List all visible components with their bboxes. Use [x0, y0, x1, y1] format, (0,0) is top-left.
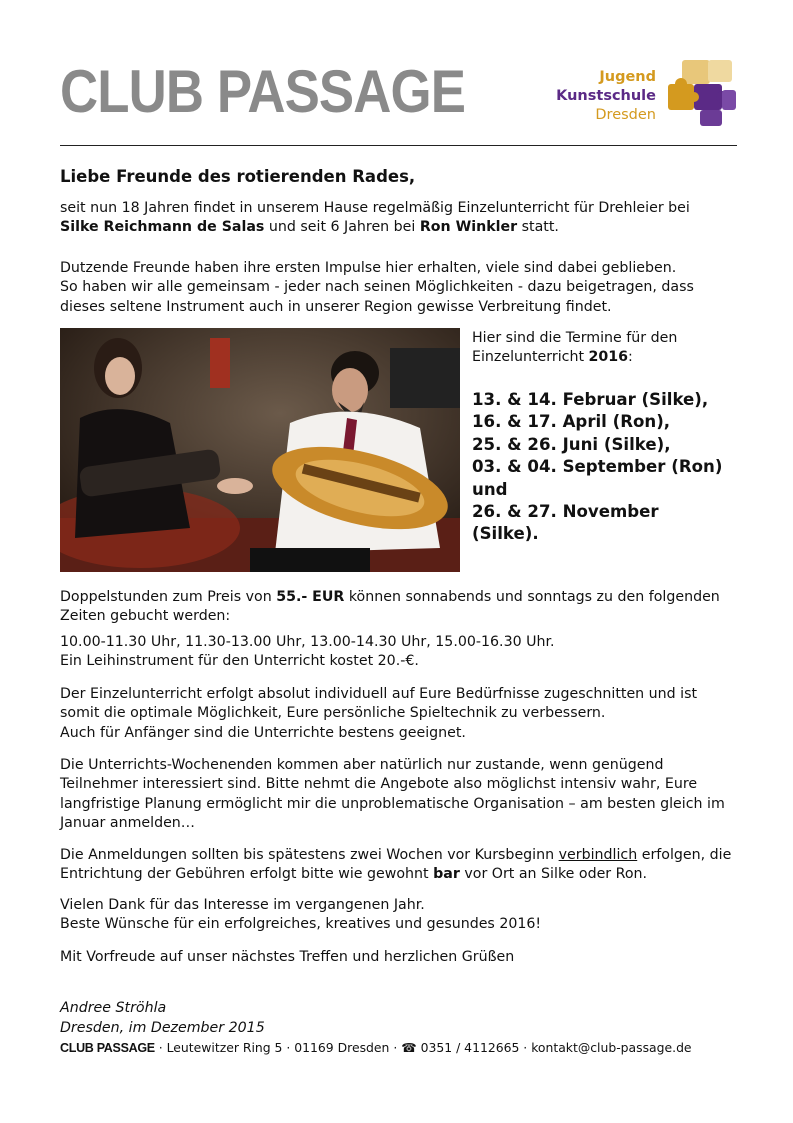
weekends-line-1: Die Unterrichts-Wochenenden kommen aber natürlich nur zustande, wenn genügend — [60, 757, 664, 773]
registration-text-c: Entrichtung der Gebühren erfolgt bitte wie gewohnt — [60, 866, 434, 883]
schedule-colon: : — [628, 349, 633, 366]
schedule-date-item: 13. & 14. Februar (Silke), — [472, 390, 709, 409]
friends-line-3: dieses seltene Instrument auch in unserer Region gewisse Verbreitung findet. — [60, 298, 612, 315]
individual-paragraph — [60, 685, 740, 743]
weekends-line-3: langfristige Planung ermöglicht mir die unproblematische Organisation – am besten gleich im — [60, 795, 725, 812]
times-paragraph — [60, 633, 740, 672]
header-divider — [60, 145, 737, 146]
individual-line-3: Auch für Anfänger sind die Unterrichte bestens geeignet. — [60, 724, 466, 741]
registration-binding-word: verbindlich — [558, 847, 638, 863]
logo-line-kunstschule: Kunstschule — [556, 88, 656, 104]
registration-text-d: vor Ort an Silke oder Ron. — [459, 866, 648, 883]
intro-paragraph — [60, 199, 740, 238]
photo-players-icon — [60, 328, 460, 572]
footer-email[interactable]: kontakt@club-passage.de — [531, 1040, 692, 1055]
individual-line-2: somit die optimale Möglichkeit, Eure persönliche Spieltechnik zu verbessern. — [60, 705, 606, 722]
thanks-line-1: Vielen Dank für das Interesse im vergangenen Jahr. — [60, 897, 425, 913]
times-line-1: 10.00-11.30 Uhr, 11.30-13.00 Uhr, 13.00-14.30 Uhr, 15.00-16.30 Uhr. — [60, 634, 555, 650]
price-amount: 55.- EUR — [276, 589, 345, 605]
schedule-date-item: 16. & 17. April (Ron), — [472, 412, 671, 432]
friends-line-2: So haben wir alle gemeinsam - jeder nach seinen Möglichkeiten - dazu beigetragen, dass — [60, 279, 694, 296]
schedule-date-item: 26. & 27. November — [472, 502, 659, 522]
friends-line-1: Dutzende Freunde haben ihre ersten Impulse hier erhalten, viele sind dabei geblieben. — [60, 260, 677, 276]
registration-cash: bar — [433, 866, 460, 883]
signature-place-date: Dresden, im Dezember 2015 — [60, 1020, 265, 1036]
schedule-date-item: 25. & 26. Juni (Silke), — [472, 434, 671, 454]
intro-text-b: und seit 6 Jahren bei — [264, 219, 420, 236]
thanks-line-2: Beste Wünsche für ein erfolgreiches, kreatives und gesundes 2016! — [60, 916, 542, 933]
schedule-intro-line2: Einzelunterricht — [472, 349, 589, 366]
thanks-paragraph — [60, 896, 740, 935]
weekends-line-4: Januar anmelden… — [60, 814, 195, 831]
schedule-dates — [472, 389, 740, 546]
times-line-2: Ein Leihinstrument für den Unterricht kostet 20.-€. — [60, 653, 419, 670]
registration-paragraph — [60, 846, 740, 885]
registration-text-a: Die Anmeldungen sollten bis spätestens zwei Wochen vor Kursbeginn — [60, 847, 559, 863]
phone-icon: ☎ — [401, 1040, 417, 1055]
intro-text-a: seit nun 18 Jahren findet in unserem Hause regelmäßig Einzelunterricht für Drehleier bei — [60, 200, 690, 216]
registration-text-b: erfolgen, die — [637, 847, 732, 863]
greeting-heading: Liebe Freunde des rotierenden Rades, — [60, 167, 416, 186]
price-text-b: können sonnabends und sonntags zu den folgenden — [344, 589, 720, 605]
friends-paragraph — [60, 259, 740, 317]
weekends-line-2: Teilnehmer interessiert sind. Bitte nehmt die Angebote also möglichst intensiv wahr, Eure — [60, 776, 698, 793]
puzzle-logo-icon — [664, 54, 740, 130]
footer-address: · Leutewitzer Ring 5 · 01169 Dresden · — [154, 1040, 402, 1055]
teacher-silke: Silke Reichmann de Salas — [60, 219, 265, 236]
footer-phone: 0351 / 4112665 · — [416, 1040, 532, 1055]
logo-line-dresden: Dresden — [595, 107, 656, 123]
schedule-year: 2016 — [588, 349, 629, 366]
footer-brand: CLUB PASSAGE — [60, 1041, 155, 1055]
schedule-intro — [472, 329, 732, 368]
individual-line-1: Der Einzelunterricht erfolgt absolut individuell auf Eure Bedürfnisse zugeschnitten und ist — [60, 686, 698, 702]
schedule-date-item: und — [472, 479, 508, 499]
club-passage-title: CLUB PASSAGE — [60, 58, 466, 125]
logo-line-jugend: Jugend — [599, 69, 656, 85]
schedule-intro-line1: Hier sind die Termine für den — [472, 330, 678, 346]
teacher-ron: Ron Winkler — [419, 219, 518, 236]
closing-line: Mit Vorfreude auf unser nächstes Treffen und herzlichen Grüßen — [60, 949, 515, 965]
jugendkunstschule-logo-text — [540, 68, 656, 125]
schedule-date-item: (Silke). — [472, 524, 539, 544]
footer-contact — [60, 1040, 692, 1055]
signature-name: Andree Ströhla — [60, 1000, 167, 1016]
intro-text-c: statt. — [517, 219, 559, 236]
price-text-c: Zeiten gebucht werden: — [60, 608, 231, 625]
weekends-paragraph — [60, 756, 740, 833]
price-paragraph — [60, 588, 740, 627]
price-text-a: Doppelstunden zum Preis von — [60, 589, 277, 605]
schedule-date-item: 03. & 04. September (Ron) — [472, 457, 723, 477]
hurdy-gurdy-photo — [60, 328, 460, 572]
